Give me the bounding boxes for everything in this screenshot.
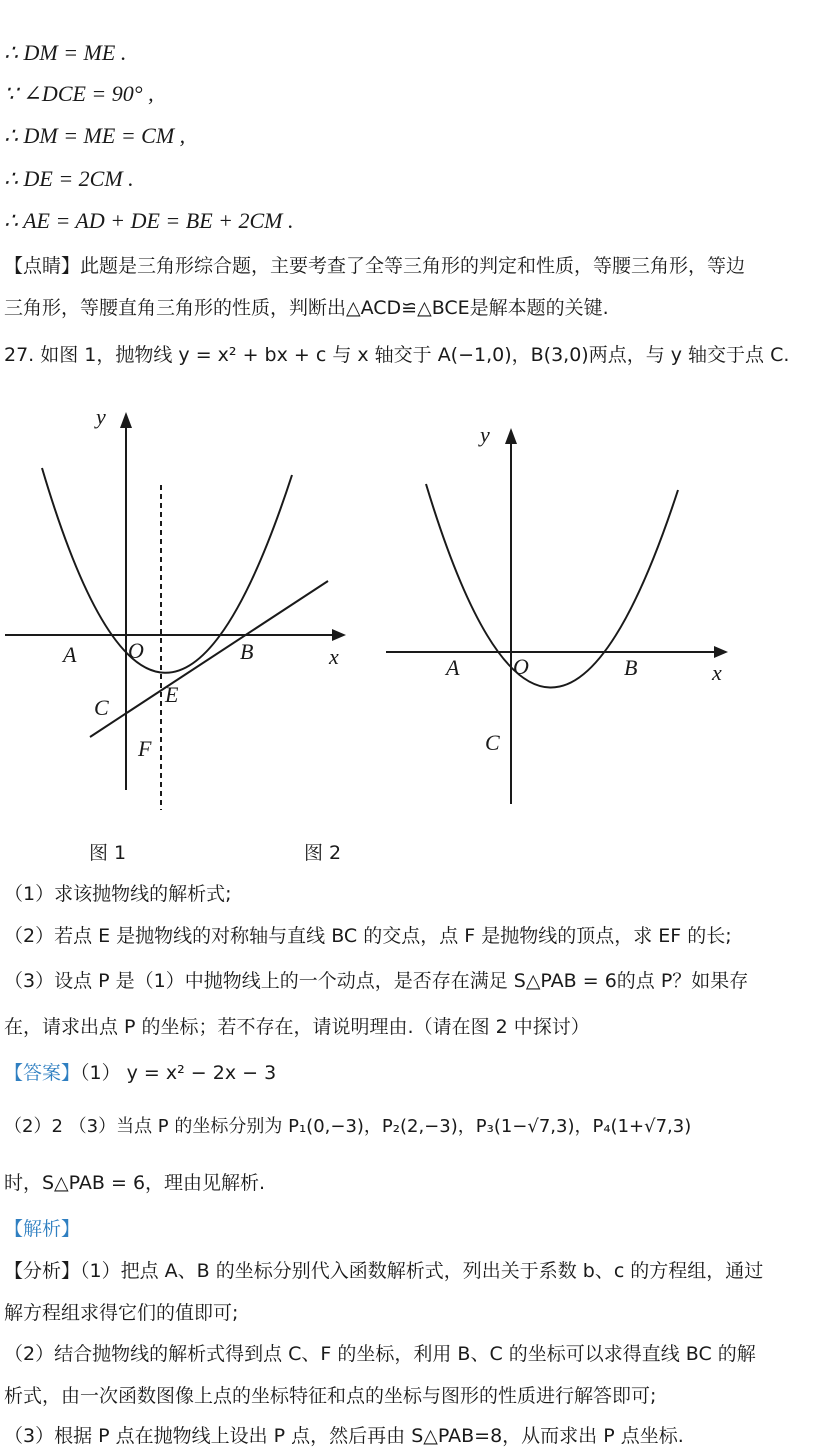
- fenxi-line-5: （3）根据 P 点在抛物线上设出 P 点，然后再由 S△PAB=8，从而求出 P 点坐标.: [4, 1425, 684, 1447]
- figure-2: [380, 412, 740, 812]
- fig1-y-arrow: [120, 412, 132, 428]
- proof-step-5: ∴ AE = AD + DE = BE + 2CM .: [4, 208, 294, 233]
- dianjing-line-2: 三角形，等腰直角三角形的性质，判断出△ACD≌△BCE是解本题的关键.: [4, 297, 609, 319]
- fig2-x-arrow: [714, 646, 728, 658]
- part-2: （2）若点 E 是抛物线的对称轴与直线 BC 的交点，点 F 是抛物线的顶点，求 EF 的长;: [4, 925, 732, 947]
- analysis-label: 【解析】: [4, 1218, 81, 1240]
- fig1-label-F: F: [138, 736, 152, 761]
- fig2-parabola: [426, 484, 678, 688]
- fig1-label-O: O: [128, 638, 144, 663]
- part-3-line-1: （3）设点 P 是（1）中抛物线上的一个动点，是否存在满足 S△PAB = 6的点 P？如果存: [4, 970, 749, 992]
- part-1: （1）求该抛物线的解析式;: [4, 883, 232, 905]
- fig2-label-O: O: [513, 654, 529, 679]
- fig1-caption: 图 1: [89, 842, 127, 864]
- proof-step-3: ∴ DM = ME = CM ,: [4, 123, 186, 148]
- fig1-parabola: [42, 468, 292, 673]
- fig1-label-y: y: [96, 404, 106, 429]
- question-text: 如图 1，抛物线 y = x² + bx + c 与 x 轴交于 A(−1,0)，B(3,0)两点，与 y 轴交于点 C.: [40, 344, 790, 366]
- answer-line-3: 时，S△PAB = 6，理由见解析.: [4, 1172, 266, 1194]
- fig2-y-arrow: [505, 428, 517, 444]
- part-3-line-2: 在，请求出点 P 的坐标；若不存在，请说明理由.（请在图 2 中探讨）: [4, 1016, 590, 1038]
- fig1-label-B: B: [240, 639, 254, 664]
- question-number: 27.: [4, 344, 35, 366]
- fig1-label-x: x: [329, 644, 339, 669]
- fig2-label-A: A: [446, 655, 460, 680]
- question-27: [4, 340, 789, 367]
- proof-step-4: ∴ DE = 2CM .: [4, 166, 134, 191]
- fenxi-label: 【分析】: [4, 1260, 81, 1282]
- fenxi-line-3: （2）结合抛物线的解析式得到点 C、F 的坐标，利用 B、C 的坐标可以求得直线 BC 的解: [4, 1343, 756, 1365]
- fenxi-line-1: 【分析】（1）把点 A、B 的坐标分别代入函数解析式，列出关于系数 b、c 的方程组，通过: [4, 1260, 764, 1282]
- proof-step-2: ∵ ∠DCE = 90° ,: [4, 81, 154, 106]
- fig1-x-arrow: [332, 629, 346, 641]
- dianjing-label: 【点睛】: [4, 255, 81, 277]
- proof-step-1: ∴ DM = ME .: [4, 40, 127, 65]
- fenxi-line-4: 析式，由一次函数图像上点的坐标特征和点的坐标与图形的性质进行解答即可;: [4, 1385, 657, 1407]
- fig2-label-B: B: [624, 655, 638, 680]
- dianjing-line-1: 【点睛】此题是三角形综合题，主要考查了全等三角形的判定和性质，等腰三角形，等边: [4, 255, 746, 277]
- answer-label: 【答案】: [4, 1062, 81, 1084]
- fig1-label-A: A: [63, 642, 77, 667]
- answer-line-2: （2）2 （3）当点 P 的坐标分别为 P₁(0,−3)，P₂(2,−3)，P₃(1−√7,3)，P₄(1+√7,3): [4, 1116, 692, 1137]
- fig1-label-C: C: [94, 695, 109, 720]
- figure-1: [0, 400, 360, 820]
- fig1-label-E: E: [165, 682, 179, 707]
- fig2-label-C: C: [485, 730, 500, 755]
- fig2-label-y: y: [480, 422, 490, 447]
- fig2-label-x: x: [712, 660, 722, 685]
- fig2-caption: 图 2: [304, 842, 342, 864]
- fenxi-line-2: 解方程组求得它们的值即可;: [4, 1302, 239, 1324]
- answer-line-1: 【答案】（1） y = x² − 2x − 3: [4, 1062, 277, 1084]
